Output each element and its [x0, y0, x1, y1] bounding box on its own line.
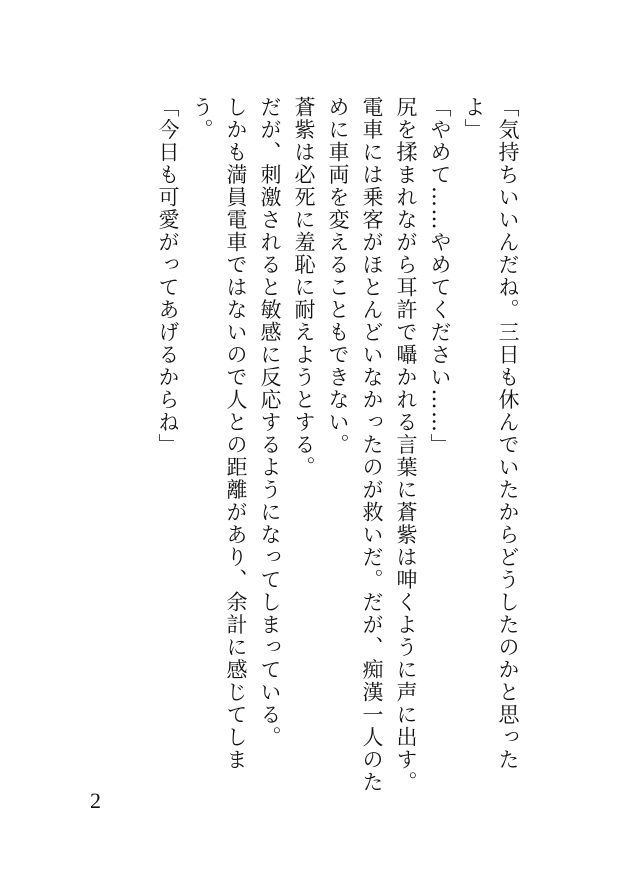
text-line-8: だが、刺激されると敏感に反応するようになってしまっている。: [258, 96, 282, 749]
text-line-4: 尻を揉まれながら耳許で囁かれる言葉に蒼紫は呻くように声に出す。: [394, 96, 418, 794]
text-line-1: 「気持ちいいんだね。三日も休んでいたからどうしたのかと思った: [496, 96, 520, 771]
body-text: [151, 96, 525, 794]
text-line-10: う。: [190, 96, 214, 141]
text-line-11: 「今日も可愛がってあげるからね」: [156, 96, 180, 456]
text-line-6: めに車両を変えることもできない。: [326, 96, 350, 456]
text-line-9: しかも満員電車ではないので人との距離があり、余計に感じてしま: [224, 96, 248, 771]
text-line-3: 「やめて……やめてください……」: [428, 96, 452, 456]
text-line-7: 蒼紫は必死に羞恥に耐えようとする。: [292, 96, 316, 479]
text-line-2: よ」: [462, 96, 486, 141]
text-line-5: 電車には乗客がほとんどいなかったのが救いだ。だが、痴漢一人のた: [360, 96, 384, 794]
page-number: 2: [90, 788, 101, 813]
